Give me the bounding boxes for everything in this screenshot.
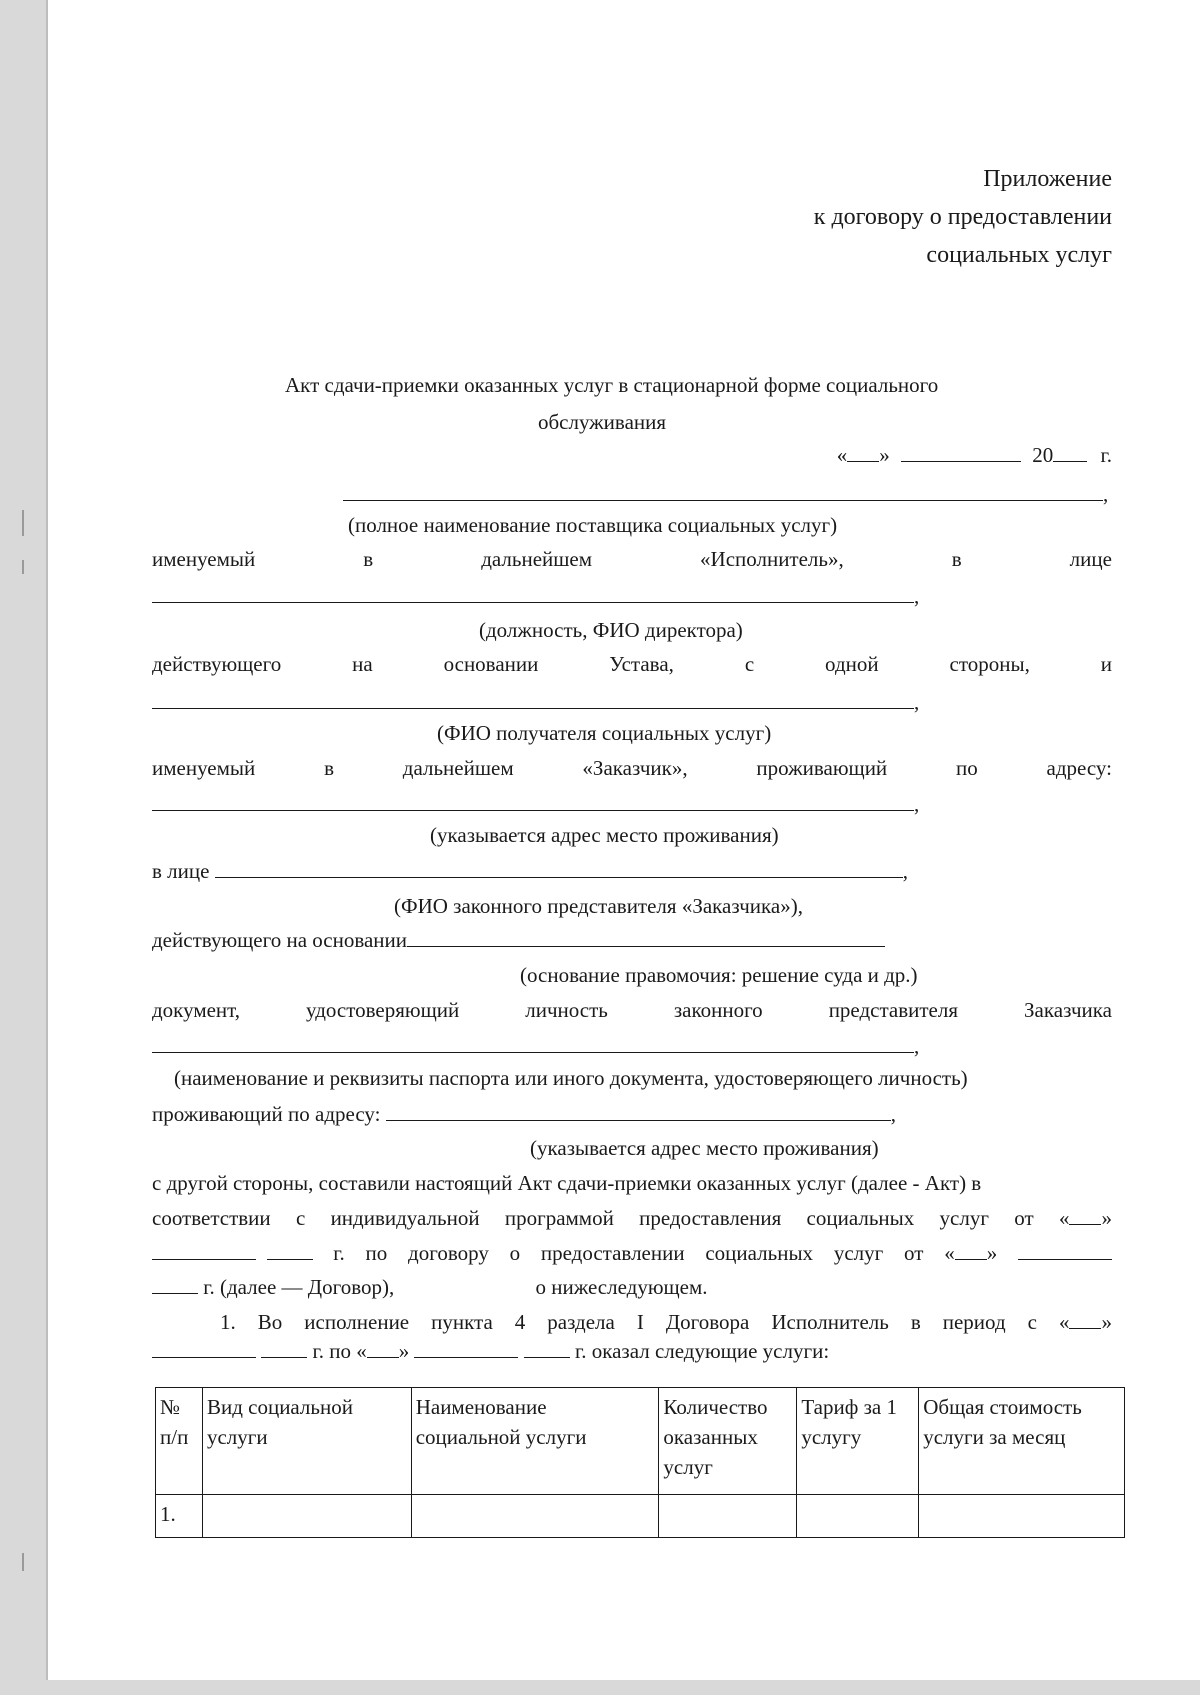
header-quantity: Количество оказанных услуг [659,1388,797,1495]
residence-blank[interactable] [386,1101,891,1121]
contract-day-blank[interactable] [955,1240,987,1260]
caption-provider: (полное наименование поставщика социальных услуг) [348,513,838,537]
act-title-line-2: обслуживания [537,410,667,434]
act-date: « » 20 г. [836,443,1112,467]
table-row [156,1495,1125,1538]
acting-line: действующего на основании Устава, с одной стороны, и [152,652,1112,676]
paragraph-line-4: г. (далее — Договор), о нижеследующем. [152,1274,1112,1300]
year-blank[interactable] [1053,442,1087,462]
header-service-type: Вид социальной услуги [202,1388,411,1495]
item-1-line-1: 1. Во исполнение пункта 4 раздела I Договора Исполнитель в период с « » [220,1310,1112,1334]
passport-blank[interactable] [152,1033,914,1053]
representative-field: в лице , [152,859,908,883]
header-service-name: Наименование социальной услуги [411,1388,659,1495]
scan-edge-mark [22,510,24,536]
document-line: документ, удостоверяющий личность законного представителя Заказчика [152,998,1112,1022]
table-header-row [156,1388,1125,1495]
passport-field: , [152,1033,932,1059]
day-blank[interactable] [847,442,879,462]
representative-blank[interactable] [215,858,903,878]
residence-field: проживающий по адресу: , [152,1102,896,1126]
cell-tariff[interactable] [797,1495,919,1538]
caption-address-2: (указывается адрес место проживания) [530,1136,879,1160]
scan-edge-mark [22,1553,24,1571]
appendix-line-1: Приложение [983,166,1112,192]
caption-recipient: (ФИО получателя социальных услуг) [437,721,772,745]
paragraph-line-2: соответствии с индивидуальной программой предоставления социальных услуг от « » [152,1206,1112,1230]
director-blank[interactable] [152,583,914,603]
act-title-line-1: Акт сдачи-приемки оказанных услуг в стационарной форме социального [285,373,939,397]
executor-line: именуемый в дальнейшем «Исполнитель», в лице [152,547,1112,571]
recipient-blank[interactable] [152,689,914,709]
period-end-day-blank[interactable] [367,1338,399,1358]
authority-field: действующего на основании [152,927,932,953]
header-tariff: Тариф за 1 услугу [797,1388,919,1495]
appendix-line-2: к договору о предоставлении [813,204,1112,230]
period-end-month-blank[interactable] [414,1338,518,1358]
header-total-cost: Общая стоимость услуги за месяц [919,1388,1125,1495]
cell-quantity[interactable] [659,1495,797,1538]
period-start-year-blank[interactable] [261,1338,307,1358]
item-1-line-2: г. по « » г. оказал следующие услуги: [152,1338,1112,1364]
cell-service-name[interactable] [411,1495,659,1538]
cell-total-cost[interactable] [919,1495,1125,1538]
period-start-day-blank[interactable] [1069,1309,1101,1329]
caption-authority: (основание правомочия: решение суда и др.) [520,963,918,987]
appendix-line-3: социальных услуг [926,242,1112,268]
caption-passport: (наименование и реквизиты паспорта или иного документа, удостоверяющего личность) [174,1066,968,1090]
paragraph-line-3: г. по договору о предоставлении социальных услуг от « » [152,1240,1112,1266]
paragraph-line-1: с другой стороны, составили настоящий Акт сдачи-приемки оказанных услуг (далее - Акт) в [152,1171,982,1195]
header-number: № п/п [156,1388,203,1495]
caption-address: (указывается адрес место проживания) [430,823,779,847]
program-month-blank[interactable] [152,1240,256,1260]
cell-number: 1. [156,1495,203,1538]
program-day-blank[interactable] [1069,1205,1101,1225]
period-start-month-blank[interactable] [152,1338,256,1358]
provider-name-blank[interactable] [343,481,1103,501]
month-blank[interactable] [901,442,1021,462]
cell-service-type[interactable] [202,1495,411,1538]
caption-representative: (ФИО законного представителя «Заказчика»), [394,894,803,918]
period-end-year-blank[interactable] [524,1338,570,1358]
address-blank[interactable] [152,791,914,811]
address-field: , [152,791,932,817]
contract-year-blank[interactable] [152,1274,198,1294]
recipient-field: , [152,689,932,715]
customer-line: именуемый в дальнейшем «Заказчик», проживающий по адресу: [152,756,1112,780]
provider-field: , [343,481,1112,507]
caption-director: (должность, ФИО директора) [479,618,743,642]
program-year-blank[interactable] [267,1240,313,1260]
scan-edge-mark [22,560,24,574]
authority-blank[interactable] [407,927,885,947]
director-field: , [152,583,932,609]
contract-month-blank[interactable] [1018,1240,1112,1260]
services-table [155,1387,1125,1538]
